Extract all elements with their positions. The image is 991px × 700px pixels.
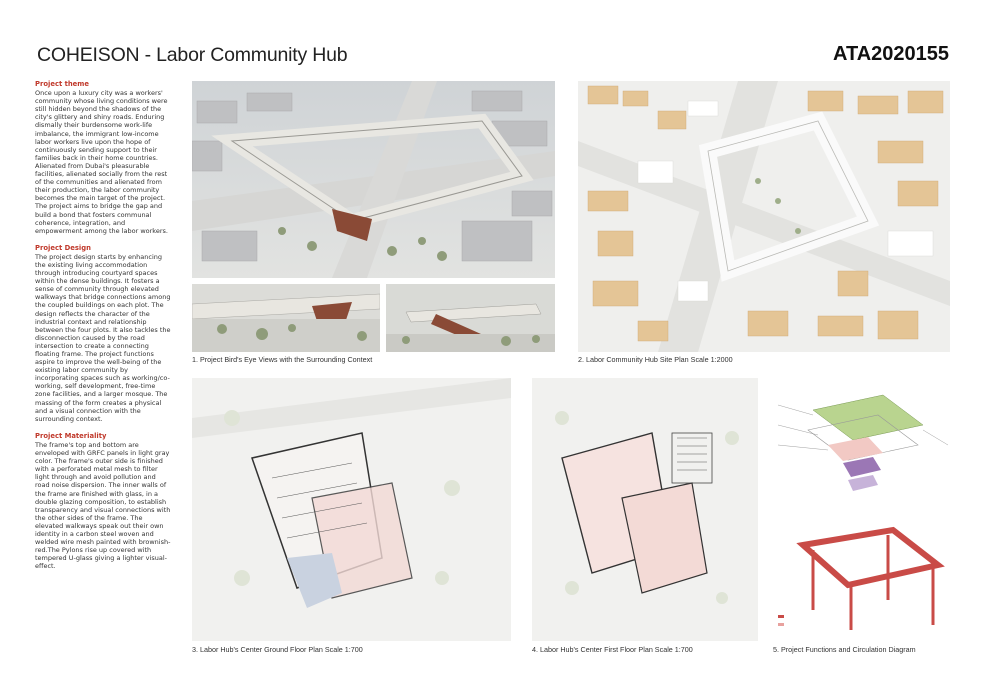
section-heading: Project Materiality bbox=[35, 431, 107, 440]
birds-eye-render-main bbox=[192, 81, 555, 278]
page-title: COHEISON - Labor Community Hub bbox=[37, 44, 348, 66]
section-body: The frame's top and bottom are enveloped with GRFC panels in light gray color. The frame's outer side is finished with a perforated metal mesh to filter light through and avoid pollution and road noise dispersion. The inner walls of the frame are finished with glass, in a double glazing composition, to establish transparency and visual connections with the other sides of the frame. The elevated walkways speak out their own identity in a carbon steel woven and welded wire mesh painted with brownish-red.The Pylons rise up covered with tempered U-glass giving a lighter visual-effect. bbox=[35, 440, 171, 571]
birds-eye-render-right bbox=[386, 284, 555, 352]
caption-ground-floor: 3. Labor Hub's Center Ground Floor Plan Scale 1:700 bbox=[192, 645, 363, 654]
section-materiality bbox=[35, 432, 172, 571]
section-design bbox=[35, 244, 172, 423]
section-theme bbox=[35, 80, 172, 235]
birds-eye-render-left bbox=[192, 284, 380, 352]
section-body: Once upon a luxury city was a workers' community whose living conditions were still hidden beyond the shadows of the city's glittery and shiny roads. Enduring dismally their burdensome work-life imbalance, the immigrant low-income labor workers live upon the hope of continuously sending support to their families back in their home countries. Alienated from Dubai's pleasurable facilities, alienated socially from the rest of the communities and alienated from their production, the labor community becomes the main target of the project. The project aims to bridge the gap and build a bond that fosters communal coherence, integration, and empowerment among the labor workers. bbox=[35, 89, 168, 235]
caption-site-plan: 2. Labor Community Hub Site Plan Scale 1:2000 bbox=[578, 355, 733, 364]
caption-diagram: 5. Project Functions and Circulation Diagram bbox=[773, 645, 916, 654]
caption-first-floor: 4. Labor Hub's Center First Floor Plan Scale 1:700 bbox=[532, 645, 693, 654]
project-code: ATA2020155 bbox=[833, 43, 949, 65]
caption-birds-eye: 1. Project Bird's Eye Views with the Surrounding Context bbox=[192, 355, 373, 364]
site-plan bbox=[578, 81, 950, 352]
first-floor-plan bbox=[532, 378, 758, 641]
section-heading: Project Design bbox=[35, 243, 91, 252]
section-heading: Project theme bbox=[35, 80, 89, 88]
functions-circulation-diagram bbox=[773, 385, 950, 641]
description-column bbox=[35, 80, 172, 579]
ground-floor-plan bbox=[192, 378, 511, 641]
section-body: The project design starts by enhancing the existing living accommodation through introducing courtyard spaces within the dense buildings. It fosters a sense of community through elevated walkways that bridge connections among the coupled buildings on each plot. The design reflects the character of the industrial context and relationship between the four plots. It also tackles the disconnection caused by the road intersection to create a connecting floating frame. The project functions aspire to improve the well-being of the existing labor community by incorporating spaces such as working/co-working, self development, free-time zone facilities, and a larger mosque. The massing of the form creates a physical and a visual connection with the surrounding context. bbox=[35, 252, 171, 423]
